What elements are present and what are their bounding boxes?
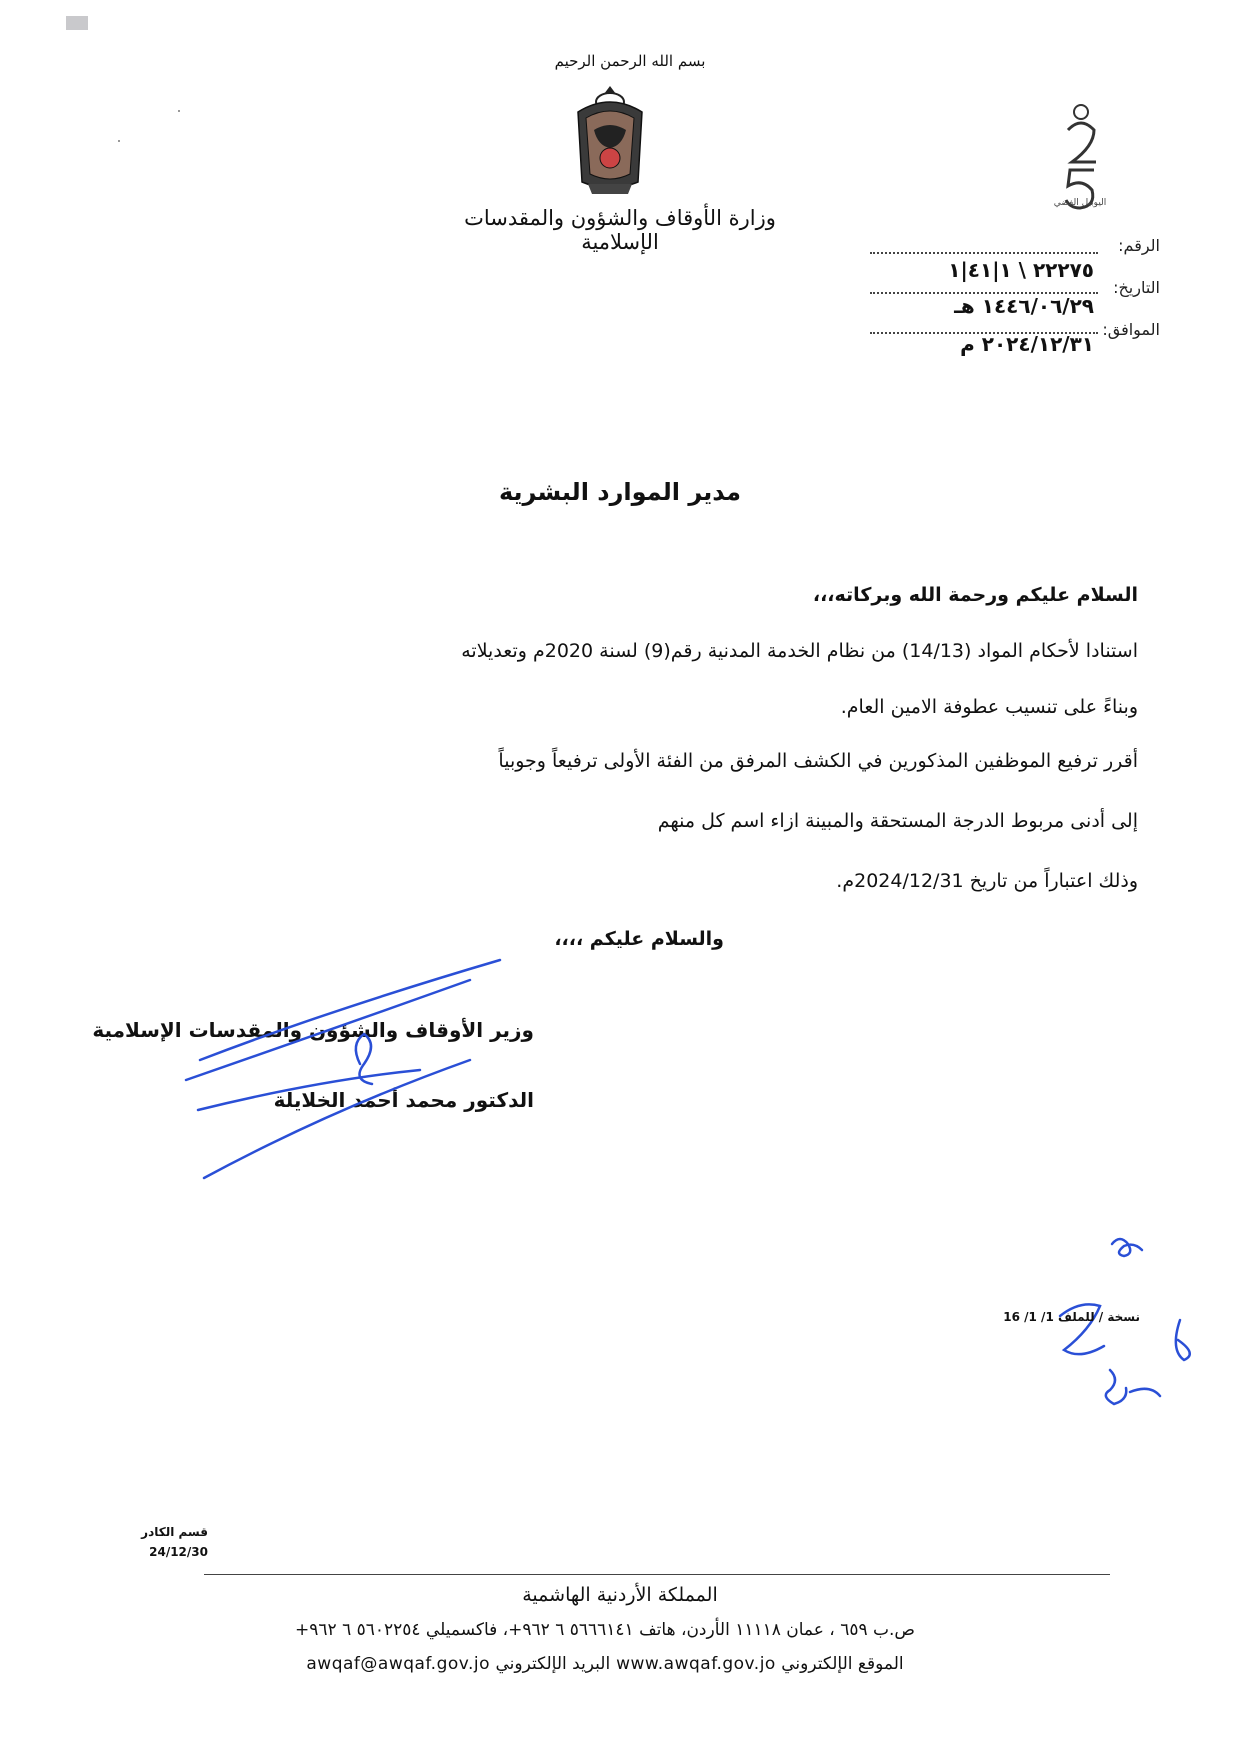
footer-country: المملكة الأردنية الهاشمية <box>522 1584 718 1606</box>
closing: والسلام عليكم ،،،، <box>554 928 724 950</box>
scan-artifact <box>66 16 88 30</box>
hijri-date-label: التاريخ: <box>1113 278 1160 297</box>
ministry-name: وزارة الأوقاف والشؤون والمقدسات الإسلامية <box>464 206 776 254</box>
paragraph-1-line-2: وبناءً على تنسيب عطوفة الامين العام. <box>840 696 1138 718</box>
basmala: بسم الله الرحمن الرحيم <box>554 52 706 70</box>
scan-speck <box>178 110 180 112</box>
footer-address: ص.ب ٦٥٩ ، عمان ١١١١٨ الأردن، هاتف ٥٦٦٦١٤١ ٦ ٩٦٢+، فاكسميلي ٥٦٠٢٢٥٤ ٦ ٩٦٢+ <box>295 1620 915 1640</box>
paragraph-2-line-3: وذلك اعتباراً من تاريخ 2024/12/31م. <box>836 870 1138 892</box>
reference-number-label: الرقم: <box>1118 236 1160 255</box>
paragraph-2-line-2: إلى أدنى مربوط الدرجة المستحقة والمبينة ازاء اسم كل منهم <box>657 810 1138 832</box>
reference-number-value: ٢٢٢٧٥ \ ١|٤١|١ <box>948 258 1094 282</box>
paragraph-1-line-1: استنادا لأحكام المواد (14/13) من نظام الخدمة المدنية رقم(9) لسنة 2020م وتعديلاته <box>461 640 1138 662</box>
reference-block <box>860 228 1160 356</box>
paragraph-2-line-1: أقرر ترفيع الموظفين المذكورين في الكشف المرفق من الفئة الأولى ترفيعاً وجوبياً <box>498 750 1138 772</box>
scan-speck <box>118 140 120 142</box>
dotted-line <box>870 252 1098 254</box>
department-name: قسم الكادر <box>141 1525 208 1539</box>
jubilee-25-logo-icon <box>1046 100 1116 230</box>
department-date: 24/12/30 <box>149 1545 208 1559</box>
hijri-date-value: ١٤٤٦/٠٦/٢٩ هـ <box>954 294 1094 318</box>
footer-divider <box>204 1574 1110 1575</box>
greeting: السلام عليكم ورحمة الله وبركاته،،، <box>812 584 1138 606</box>
footer-contact: الموقع الإلكتروني www.awqaf.gov.jo البريد الإلكتروني awqaf@awqaf.gov.jo <box>306 1654 904 1674</box>
signatory-title: وزير الأوقاف والشؤون والمقدسات الإسلامية <box>92 1018 534 1042</box>
recipient-heading: مدير الموارد البشرية <box>498 478 742 506</box>
gregorian-date-value: ٢٠٢٤/١٢/٣١ م <box>960 332 1094 356</box>
gregorian-date-label: الموافق: <box>1102 320 1160 339</box>
jubilee-caption: اليوبيل الفضي <box>1053 198 1107 208</box>
jordan-coat-of-arms-icon <box>568 82 652 200</box>
copy-note: نسخة / للملف 1/ 1/ 16 <box>1003 1310 1140 1324</box>
signatory-name: الدكتور محمد أحمد الخلايلة <box>273 1088 534 1112</box>
